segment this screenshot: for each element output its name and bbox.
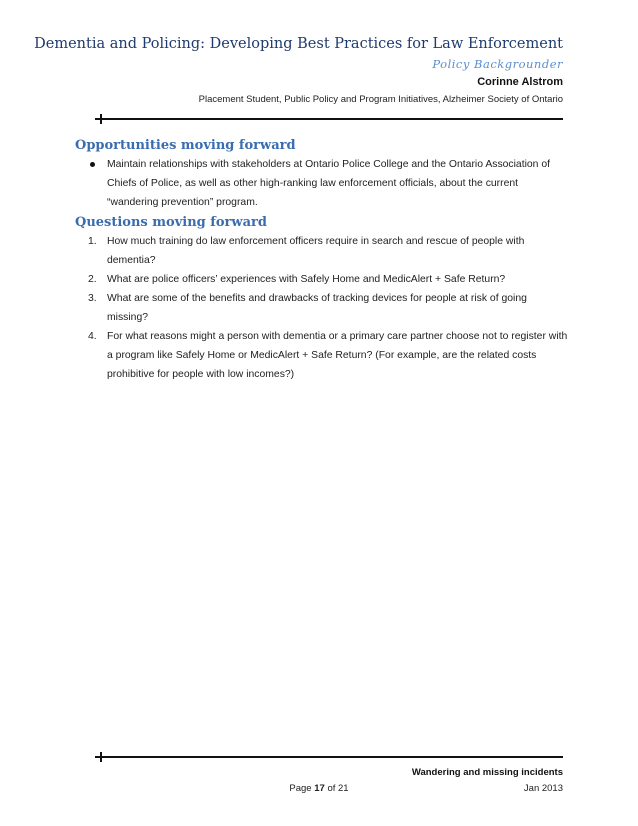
page-of: of: [327, 783, 336, 794]
footer-date: Jan 2013: [523, 783, 563, 794]
list-number: 4.: [88, 331, 97, 342]
list-number: 3.: [88, 293, 97, 304]
author-role: Placement Student, Public Policy and Program Initiatives, Alzheimer Society of Ontario: [198, 94, 563, 105]
page-total: 21: [338, 783, 349, 794]
list-item: [80, 270, 570, 289]
list-number: 2.: [88, 274, 97, 285]
header-rule-tick: [100, 114, 102, 124]
footer-rule: [95, 756, 563, 758]
list-item-text: Maintain relationships with stakeholders at Ontario Police College and the Ontario Association of Chiefs of Police, as well as other high-ranking law enforcement officials, about the current “wandering prevention” program.: [107, 159, 551, 208]
document-title: Dementia and Policing: Developing Best Practices for Law Enforcement: [34, 36, 563, 52]
list-number: 1.: [88, 236, 97, 247]
page-current: 17: [314, 783, 325, 794]
document-subtitle: Policy Backgrounder: [432, 57, 563, 71]
author-name: Corinne Alstrom: [477, 76, 563, 88]
list-item: [80, 232, 570, 270]
bullet-icon: [90, 162, 95, 167]
opportunities-list: [80, 155, 570, 212]
questions-heading: Questions moving forward: [75, 215, 267, 230]
list-item-text: What are some of the benefits and drawbacks of tracking devices for people at risk of going missing?: [107, 293, 527, 323]
footer-topic: Wandering and missing incidents: [411, 767, 563, 778]
list-item-text: For what reasons might a person with dementia or a primary care partner choose not to register with a program like Safely Home or MedicAlert + Safe Return? (For example, are the related costs prohibitive for people with low incomes?): [107, 331, 568, 380]
footer-rule-tick: [100, 752, 102, 762]
header-rule: [95, 118, 563, 120]
list-item: [80, 327, 570, 384]
list-item-text: How much training do law enforcement officers require in search and rescue of people with dementia?: [107, 236, 525, 266]
list-item-text: What are police officers’ experiences with Safely Home and MedicAlert + Safe Return?: [107, 274, 506, 285]
opportunities-heading: Opportunities moving forward: [75, 138, 296, 153]
questions-list: [80, 232, 570, 384]
list-item: [80, 155, 570, 212]
list-item: [80, 289, 570, 327]
page-prefix: Page: [289, 783, 312, 794]
